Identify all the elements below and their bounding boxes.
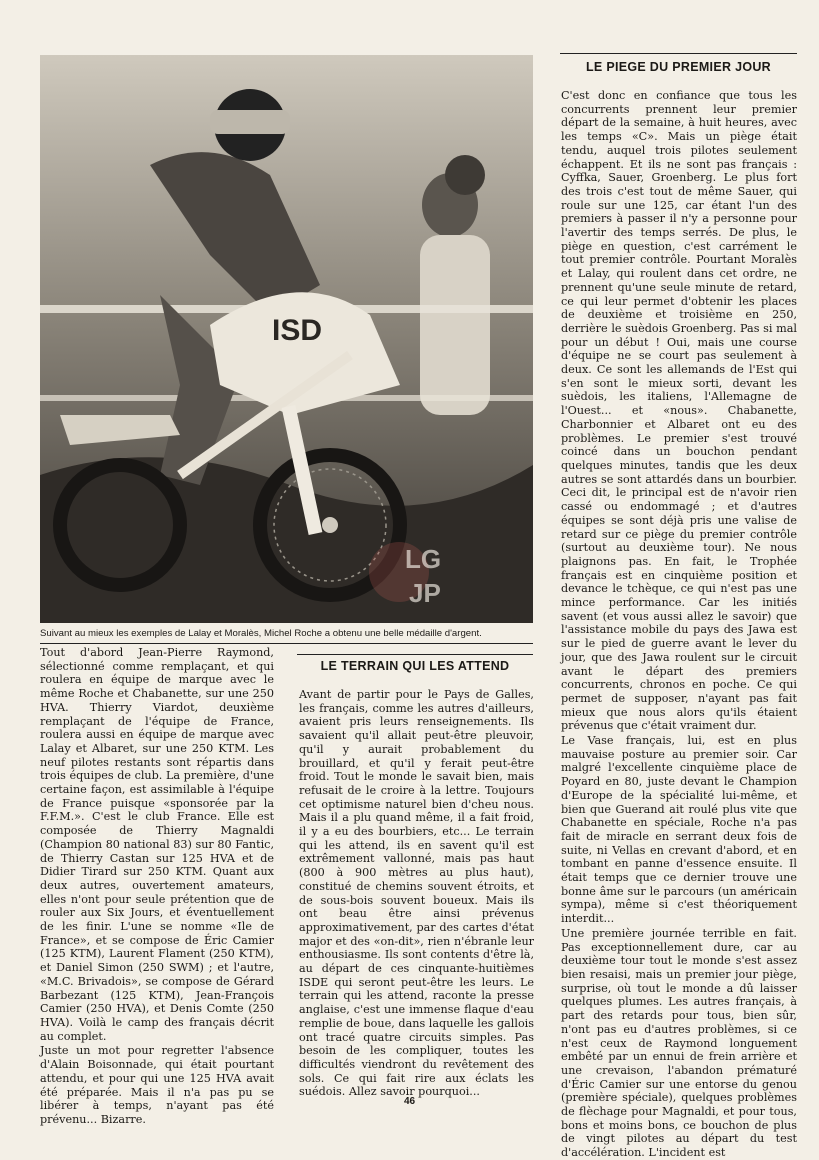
col3-heading: LE PIEGE DU PREMIER JOUR	[585, 60, 771, 74]
col3-heading-rule	[560, 53, 797, 54]
watermark-logo-icon	[365, 532, 465, 612]
col1-paragraph-1: Tout d'abord Jean-Pierre Raymond, sélectionné comme remplaçant, et qui roulera en équipe de marque avec le même Roche et Chabanette, sur une 250 HVA. Thierry Viardot, deuxième remplaçant de l'équipe de France, roulera aussi en équipe de marque avec Lalay et Albaret, sur une 250 KTM. Les neuf pilotes restants sont répartis dans trois équipes de club. La première, d'une certaine façon, est assimilable à l'équipe de France puisque «sponsorée par la F.F.M.». C'est le club France. Elle est composée de Thierry Magnaldi (Champion 80 national 83) sur 80 Fantic, de Thierry Castan sur 125 HVA et de Didier Tirard sur 250 KTM. Quant aux deux autres, ouvertement amateurs, elles n'ont pour seule prétention que de rouler aux Six Jours, et éventuellement de les finir. L'une se nomme «Ile de France», et se compose de Éric Camier (125 KTM), Laurent Flament (250 KTM), et Daniel Simon (250 SWM) ; et l'autre, «M.C. Brivadois», se compose de Gérard Barbezant (125 KTM), Jean-François Camier (250 HVA), et Denis Comte (250 HVA). Voilà le camp des français décrit au complet.	[40, 646, 274, 1043]
col3-paragraph-3: Une première journée terrible en fait. Pas exceptionnellement dure, car au deuxième tour tout le monde s'est assez bien resaisi, mais un premier jour piège, surprise, où tout le monde a dû laisser quelques plumes. Les autres français, à part des retards pour tous, bien sûr, n'ont pas eu d'autres problèmes, si ce n'est ceux de Raymond longuement embêté par un ennui de frein arrière et une crevaison, l'abandon prématuré d'Éric Camier sur une entorse du genou (première spéciale), quelques problèmes de flèchage pour Magnaldi, et pour tous, bons et moins bons, ce bouchon de plus de vingt pilotes au départ du test d'accélération. L'incident est	[561, 926, 797, 1160]
column-3	[561, 89, 797, 1160]
caption-rule	[40, 643, 533, 644]
svg-text:LG: LG	[405, 544, 442, 574]
column-1	[40, 646, 274, 1127]
lg-jp-watermark	[365, 532, 465, 612]
col2-paragraph-1: Avant de partir pour le Pays de Galles, les français, comme les autres d'ailleurs, avaient pris leurs renseignements. Ils savaient qu'il allait peut-être pleuvoir, qu'il y aurait probablement du brouillard, et qu'il y ferait peut-être froid. Tout le monde le savait bien, mais refusait de le croire à la lettre. Toujours cet optimisme naturel bien d'cheu nous. Mais il a plu quand même, il a fait froid, il y a eu des bourbiers, etc... Le terrain qui les attend, ils en savent qu'il est extrêmement vallonné, mais pas haut (800 à 900 mètres au plus haut), constitué de chemins souvent étroits, et de sous-bois souvent boueux. Mais ils ont beau être ainsi prévenus approximativement, par des cartes d'état major et des «on-dit», rien n'ébranle leur enthousiasme. Ils sont contents d'être là, au départ de ces cinquante-huitièmes ISDE qui seront peut-être les leurs. Le terrain qui les attend, raconte la presse anglaise, c'est une immense flaque d'eau remplie de boue, dans laquelle les gallois ont tracé quatre circuits simples. Pas besoin de les compliquer, toutes les difficultés viendront du revêtement des sols. Ce qui fait rire aux éclats les suédois. Allez savoir pourquoi...	[299, 688, 534, 1099]
col2-heading: LE TERRAIN QUI LES ATTEND	[320, 659, 510, 673]
photo-caption: Suivant au mieux les exemples de Lalay et Moralès, Michel Roche a obtenu une belle médaille d'argent.	[40, 628, 482, 639]
col3-paragraph-2: Le Vase français, lui, est en plus mauvaise posture au premier soir. Car malgré l'excellente cinquième place de Poyard en 80, juste devant le Champion d'Europe de la spécialité lui-même, et bien que Guerand ait roulé plus vite que Chabanette en spéciale, Roche n'a pas fait de miracle en serrant deux fois de suite, ni Vellas en crevant d'abord, et en tombant en panne d'essence ensuite. Il était temps que ce dernier trouve une bonne âme sur le parcours (un américain sympa), même si c'est théoriquement interdit...	[561, 734, 797, 926]
svg-text:JP: JP	[409, 578, 441, 608]
col1-paragraph-2: Juste un mot pour regretter l'absence d'Alain Boisonnade, qui était pourtant attendu, et pour qui une 125 HVA avait été préparée. Mais il n'a pas pu se libérer à temps, n'ayant pas été prévenu... Bizarre.	[40, 1044, 274, 1126]
bike-number-plate-text: ISD	[272, 314, 323, 347]
column-2	[299, 688, 534, 1099]
col2-heading-rule	[297, 654, 533, 655]
col3-paragraph-1: C'est donc en confiance que tous les concurrents prennent leur premier départ de la semaine, à huit heures, avec les temps «C». Mais un piège était tendu, auquel trois pilotes seulement échappent. Et ils ne sont pas français : Cyffka, Sauer, Groenberg. Le plus fort des trois c'est tout de même Sauer, qui roule sur une 125, car étant l'un des premiers à passer il n'y a personne pour l'avertir des temps serrés. De plus, le piège en question, c'est carrément le tout premier contrôle. Pourtant Moralès et Lalay, qui roulent dans cet ordre, ne prennent qu'une seule minute de retard, ce qui leur permet d'obtenir les places de deuxième et troisième en 250, derrière le suèdois Groenberg. Pas si mal pour un début ! Oui, mais une course d'équipe ne se court pas seulement à deux. Ce sont les allemands de l'Est qui s'en sont le mieux sorti, devant les suèdois, les italiens, l'Allemagne de l'Ouest... et «nous». Chabanette, Charbonnier et Albaret ont eu des problèmes. Le premier s'est trouvé coincé dans un bouchon pendant quelques minutes, tandis que les deux autres se sont attardés dans un bourbier. Ceci dit, le principal est de n'avoir rien cassé ou endommagé ; et d'autres équipes se sont déjà pris une valise de retard sur ce piège du premier contrôle (surtout au deuxième tour). Ne nous plaignons pas. En fait, le Trophée français est en cinquième position et devance le tchèque, ce qui n'est pas une mince performance. Car les initiés savent (et vous aussi allez le savoir) que l'assistance mobile du pays des Jawa est sur le pied de guerre avant le lever du jour, que des Jawa roulent sur le circuit avant le départ des premiers concurrents, chronos en poche. Ce qui permet de supposer, n'ayant pas fait mieux que nous alors qu'ils étaient prévenus que c'était vraiment dur.	[561, 89, 797, 733]
page-number: 46	[403, 1096, 416, 1107]
